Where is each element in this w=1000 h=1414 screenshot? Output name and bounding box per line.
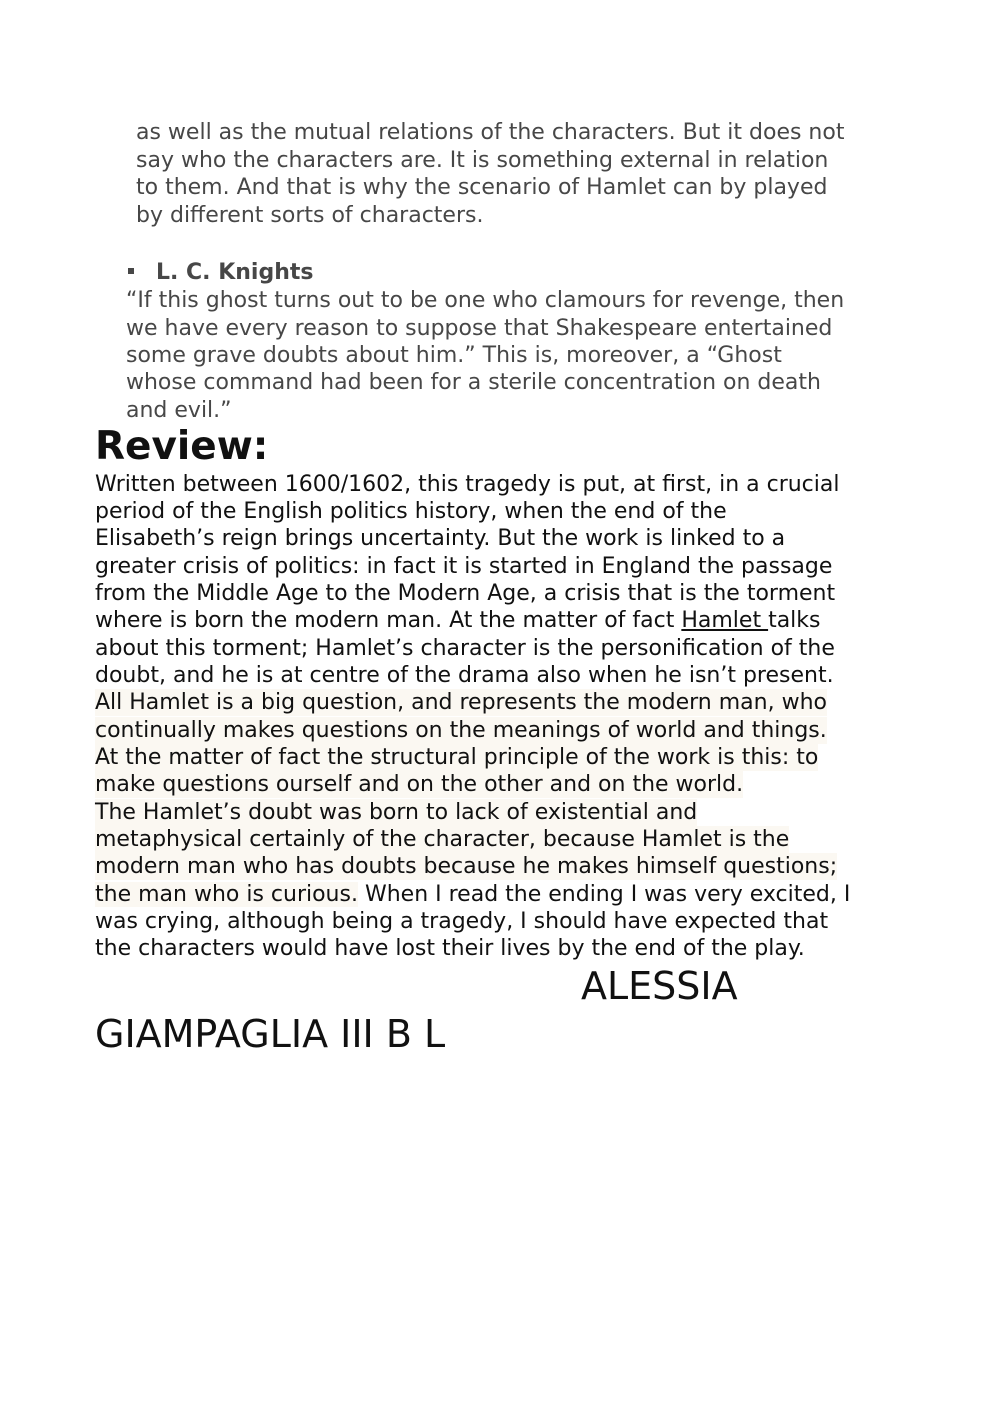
review-line-highlighted: make questions ourself and on the other and on the world. [95,772,744,797]
quote-line: say who the characters are. It is something external in relation [136,148,829,173]
knights-line: “If this ghost turns out to be one who clamours for revenge, then [126,288,845,313]
review-line: period of the English politics history, when the end of the [95,499,727,524]
bullet-square-icon [128,268,134,274]
review-line: about this torment; Hamlet’s character is the personification of the [95,636,835,661]
author-first-name: ALESSIA [581,964,738,1008]
review-line-tail: When I read the ending I was very excited, I [357,882,851,907]
review-line-tail: talks [768,608,821,633]
hamlet-link[interactable]: Hamlet [681,608,769,633]
review-line: from the Middle Age to the Modern Age, a crisis that is the torment [95,581,836,606]
review-line: was crying, although being a tragedy, I should have expected that [95,909,829,934]
review-heading: Review: [95,424,269,469]
review-line-text: where is born the modern man. At the matter of fact [95,608,682,633]
critic-name: L. C. Knights [156,260,314,285]
knights-line: and evil.” [126,398,232,423]
knights-line: whose command had been for a sterile concentration on death [126,370,821,395]
review-line: Written between 1600/1602, this tragedy is put, at first, in a crucial [95,472,840,497]
review-line-highlighted: The Hamlet’s doubt was born to lack of existential and [95,800,698,825]
author-surname-class: GIAMPAGLIA III B L [95,1012,446,1056]
review-line: greater crisis of politics: in fact it is started in England the passage [95,554,833,579]
review-line: Elisabeth’s reign brings uncertainty. But the work is linked to a [95,526,786,551]
review-line-highlighted: continually makes questions on the meanings of world and things. [95,718,827,743]
review-line-highlighted: modern man who has doubts because he makes himself questions; [95,854,838,879]
review-line-highlighted: At the matter of fact the structural principle of the work is this: to [95,745,819,770]
knights-line: some grave doubts about him.” This is, moreover, a “Ghost [126,343,782,368]
review-line-highlight-part: the man who is curious. [95,882,358,907]
review-line [95,881,850,908]
knights-line: we have every reason to suppose that Shakespeare entertained [126,316,833,341]
review-line: doubt, and he is at centre of the drama also when he isn’t present. [95,663,834,688]
quote-line: to them. And that is why the scenario of Hamlet can by played [136,175,828,200]
quote-line: by different sorts of characters. [136,203,484,228]
review-line [95,607,821,634]
review-line: the characters would have lost their lives by the end of the play. [95,936,805,961]
review-line-highlighted: All Hamlet is a big question, and represents the modern man, who [95,690,827,715]
quote-line: as well as the mutual relations of the characters. But it does not [136,120,845,145]
review-line-highlighted: metaphysical certainly of the character, because Hamlet is the [95,827,790,852]
